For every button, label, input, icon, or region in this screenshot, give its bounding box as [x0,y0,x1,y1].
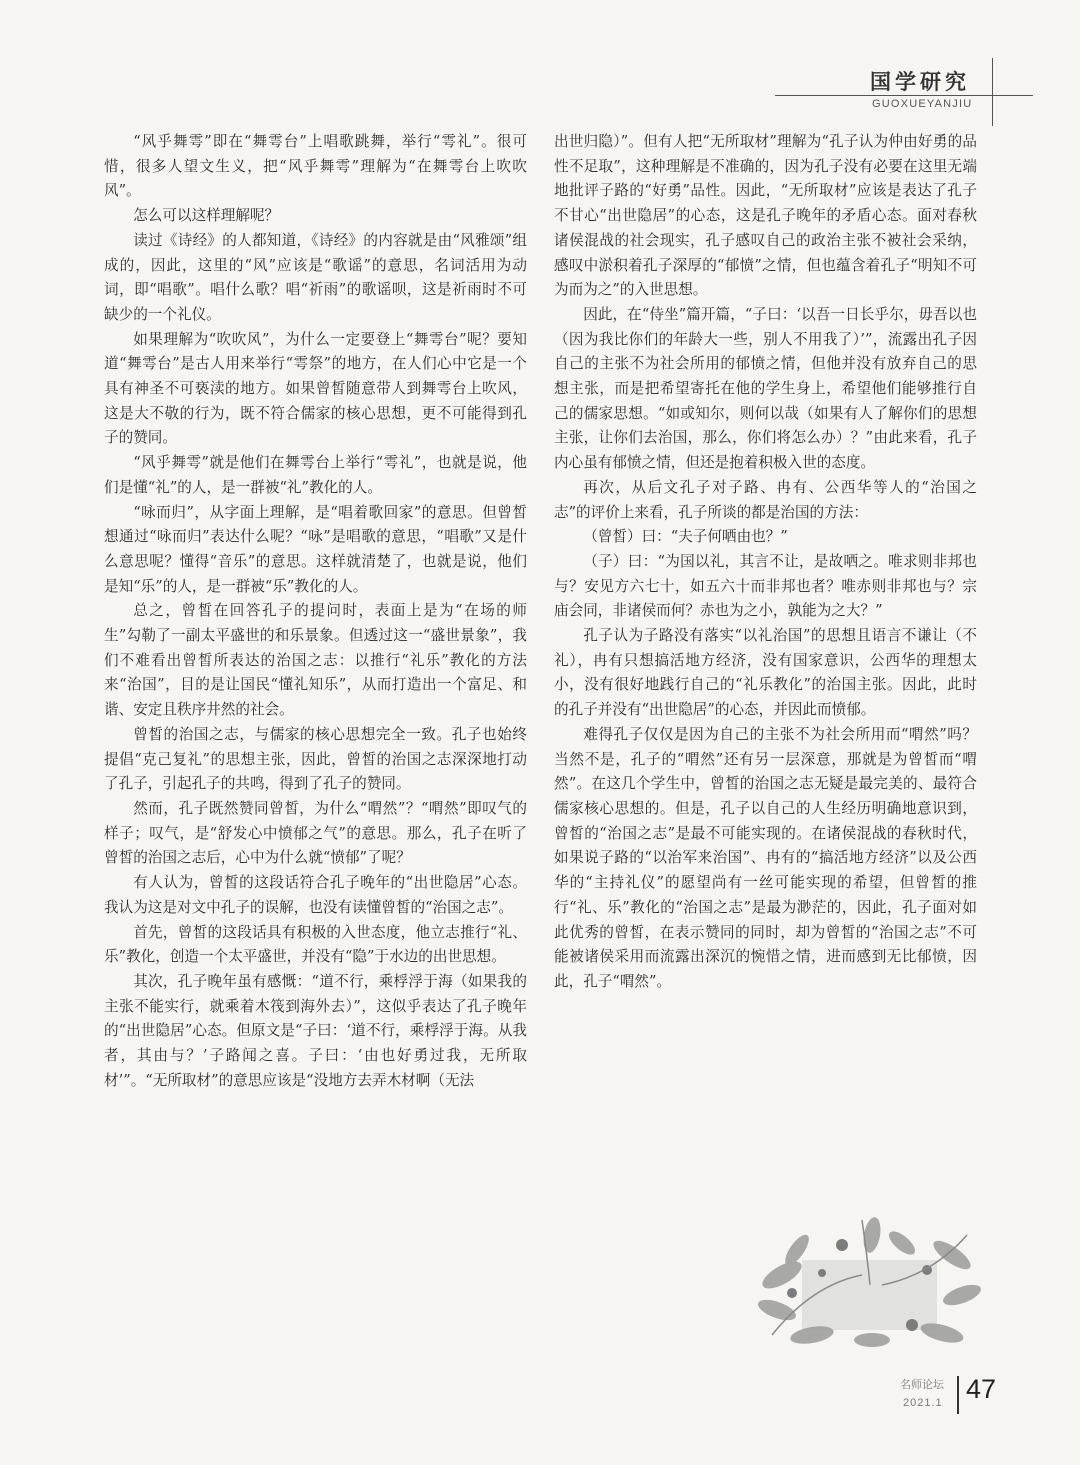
footer-divider [957,1376,959,1414]
paragraph: 再次，从后文孔子对子路、冉有、公西华等人的“治国之志”的评价上来看，孔子所谈的都是治国的方法： [554,478,977,521]
issue-date: 2021.1 [903,1397,943,1409]
paragraph: 如果理解为“吹吹风”，为什么一定要登上“舞雩台”呢？要知道“舞雩台”是古人用来举行“雩祭”的地方，在人们心中它是一个具有神圣不可亵渎的地方。如果曾皙随意带人到舞雩台上吹风，这是大不敬的行为，既不符合儒家的核心思想，更不可能得到孔子的赞同。 [104,330,527,447]
magazine-name: 名师论坛 [900,1378,944,1391]
paragraph: 总之，曾皙在回答孔子的提问时，表面上是为“在场的师生”勾勒了一副太平盛世的和乐景象。但透过这一“盛世景象”，我们不难看出曾皙所表达的治国之志：以推行“礼乐”教化的方法来“治国”，目的是让国民“懂礼知乐”，从而打造出一个富足、和谐、安定且秩序井然的社会。 [104,602,527,719]
floral-ornament-icon [752,1215,987,1350]
section-title: 国学研究 [870,70,970,94]
paragraph: “风乎舞雩”就是他们在舞雩台上举行“雩礼”，也就是说，他们是懂“礼”的人，是一群被“礼”教化的人。 [104,454,527,496]
paragraph: 首先，曾皙的这段话具有积极的入世态度，他立志推行“礼、乐”教化，创造一个太平盛世，并没有“隐”于水边的出世思想。 [104,923,527,966]
paragraph: 读过《诗经》的人都知道，《诗经》的内容就是由“风雅颂”组成的，因此，这里的“风”应该是“歌谣”的意思，名词活用为动词，即“唱歌”。唱什么歌？唱“祈雨”的歌谣呗，这是祈雨时不可缺少的一个礼仪。 [104,231,527,323]
paragraph: 然而，孔子既然赞同曾皙，为什么“喟然”？“喟然”即叹气的样子；叹气，是“舒发心中愤郁之气”的意思。那么，孔子在听了曾皙的治国之志后，心中为什么就“愤郁”了呢？ [104,799,527,867]
paragraph: 因此，在“侍坐”篇开篇，“子曰：‘以吾一日长乎尔，毋吾以也（因为我比你们的年龄大一些，别人不用我了）’”，流露出孔子因自己的主张不为社会所用的郁愤之情，但他并没有放弃自己的思想主张，而是把希望寄托在他的学生身上，希望他们能够推行自己的儒家思想。“如或知尔，则何以哉（如果有人了解你们的思想主张，让你们去治国，那么，你们将怎么办）？”由此来看，孔子内心虽有郁愤之情，但还是抱着积极入世的态度。 [554,305,977,472]
paragraph: 难得孔子仅仅是因为自己的主张不为社会所用而“喟然”吗？当然不是，孔子的“喟然”还有另一层深意，那就是为曾皙而“喟然”。在这几个学生中，曾皙的治国之志无疑是最完美的、最符合儒家核心思想的。但是，孔子以自己的人生经历明确地意识到，曾皙的“治国之志”是最不可能实现的。在诸侯混战的春秋时代，如果说子路的“以治军来治国”、冉有的“搞活地方经济”以及公西华的“主持礼仪”的愿望尚有一丝可能实现的希望，但曾皙的推行“礼、乐”教化的“治国之志”是最为渺茫的，因此，孔子面对如此优秀的曾皙，在表示赞同的同时，却为曾皙的“治国之志”不可能被诸侯采用而流露出深沉的惋惜之情，进而感到无比郁愤，因此，孔子“喟然”。 [554,725,977,990]
header-vertical-divider [992,58,993,126]
section-subtitle: GUOXUEYANJIU [872,98,973,110]
page-number: 47 [966,1374,997,1404]
paragraph: 曾皙的治国之志，与儒家的核心思想完全一致。孔子也始终提倡“克己复礼”的思想主张，因此，曾皙的治国之志深深地打动了孔子，引起孔子的共鸣，得到了孔子的赞同。 [104,725,527,793]
header-divider [775,95,1033,96]
paragraph: 孔子认为子路没有落实“以礼治国”的思想且语言不谦让（不礼），冉有只想搞活地方经济，没有国家意识，公西华的理想太小，没有很好地践行自己的“礼乐教化”的治国主张。因此，此时的孔子并没有“出世隐居”的心态，并因此而愤郁。 [554,627,977,719]
paragraph-continued: 出世归隐）”。但有人把“无所取材”理解为“孔子认为仲由好勇的品性不足取”，这种理解是不准确的，因为孔子没有必要在这里无端地批评子路的“好勇”品性。因此，“无所取材”应该是表达了孔子不甘心“出世隐居”的心态，这是孔子晚年的矛盾心态。面对春秋诸侯混战的社会现实，孔子感叹自己的政治主张不被社会采纳，感叹中淤积着孔子深厚的“郁愤”之情，但也蕴含着孔子“明知不可为而为之”的入世思想。 [554,133,977,299]
article-column-right [554,130,977,995]
article-column-left [104,130,527,1093]
paragraph: 其次，孔子晚年虽有感慨：“道不行，乘桴浮于海（如果我的主张不能实行，就乘着木筏到海外去）”，这似乎表达了孔子晚年的“出世隐居”心态。但原文是“子曰：‘道不行，乘桴浮于海。从我者，其由与？’子路闻之喜。子曰：‘由也好勇过我，无所取材’”。“无所取材”的意思应该是“没地方去弄木材啊（无法 [104,972,527,1089]
paragraph: 有人认为，曾皙的这段话符合孔子晚年的“出世隐居”心态。我认为这是对文中孔子的误解，也没有读懂曾皙的“治国之志”。 [104,874,527,916]
paragraph: （曾皙）曰：“夫子何哂由也？” [583,528,788,546]
paragraph: （子）曰：“为国以礼，其言不让，是故哂之。唯求则非邦也与？安见方六七十，如五六十而非邦也者？唯赤则非邦也与？宗庙会同，非诸侯而何？赤也为之小，孰能为之大？” [554,552,977,620]
paragraph: “风乎舞雩”即在“舞雩台”上唱歌跳舞，举行“雩礼”。很可惜，很多人望文生义，把“风乎舞雩”理解为“在舞雩台上吹吹风”。 [104,133,527,200]
paragraph: 怎么可以这样理解呢？ [133,207,280,225]
paragraph: “咏而归”，从字面上理解，是“唱着歌回家”的意思。但曾皙想通过“咏而归”表达什么呢？“咏”是唱歌的意思，“唱歌”又是什么意思呢？懂得“音乐”的意思。这样就清楚了，也就是说，他们是知“乐”的人，是一群被“乐”教化的人。 [104,503,527,595]
